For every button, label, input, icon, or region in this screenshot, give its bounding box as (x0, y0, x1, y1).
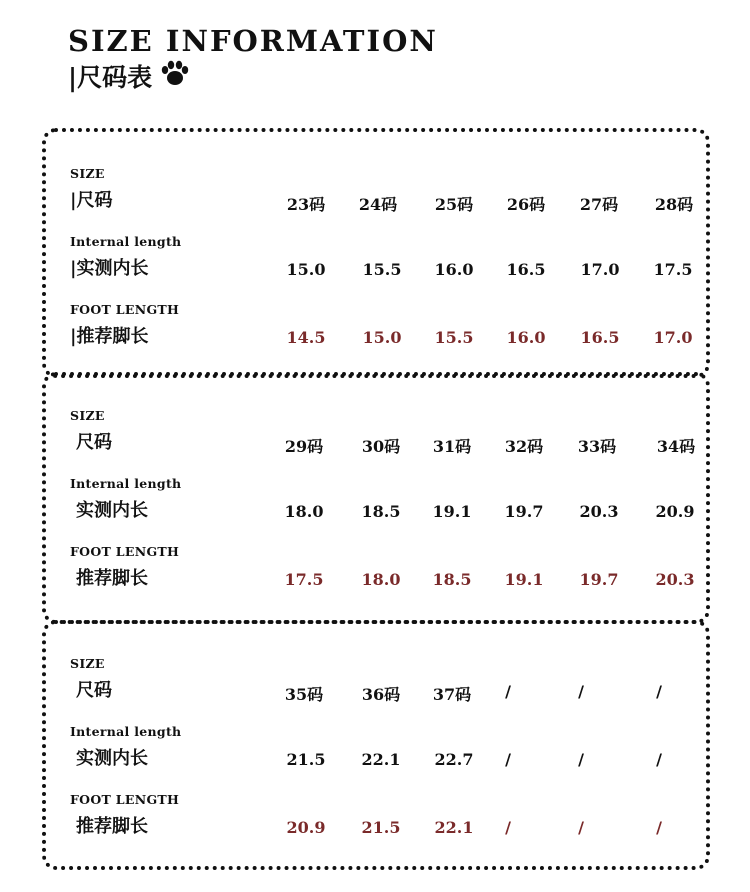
internal-length-value: 18.0 (284, 502, 324, 521)
page-title-en: SIZE INFORMATION (68, 24, 438, 58)
foot-length-value: / (578, 818, 584, 837)
size-value: 37码 (432, 685, 472, 704)
foot-length-value: 20.9 (286, 818, 326, 837)
internal-length-value: 20.9 (655, 502, 695, 521)
row-label-en: SIZE (70, 656, 105, 671)
internal-length-value: 15.5 (362, 260, 402, 279)
size-value: 27码 (579, 195, 619, 214)
size-value: / (656, 682, 662, 701)
row-label-en: SIZE (70, 166, 105, 181)
table-row-internal-length (46, 476, 706, 536)
foot-length-value: 16.0 (506, 328, 546, 347)
foot-length-value: 15.5 (434, 328, 474, 347)
foot-length-value: / (505, 818, 511, 837)
foot-length-value: 20.3 (655, 570, 695, 589)
size-value: 34码 (656, 437, 696, 456)
size-table-1 (42, 128, 710, 378)
paw-print-icon (160, 60, 190, 92)
foot-length-value: 16.5 (580, 328, 620, 347)
foot-length-value: 19.7 (579, 570, 619, 589)
internal-length-value: 17.0 (580, 260, 620, 279)
foot-length-value: 21.5 (361, 818, 401, 837)
row-label-en: SIZE (70, 408, 105, 423)
page-title-cn-text: |尺码表 (68, 63, 153, 92)
size-table-2 (42, 372, 710, 624)
foot-length-value: 14.5 (286, 328, 326, 347)
row-label-cn: |推荐脚长 (70, 326, 149, 347)
internal-length-value: / (505, 750, 511, 769)
size-value: 25码 (434, 195, 474, 214)
internal-length-value: 18.5 (361, 502, 401, 521)
size-value: 26码 (506, 195, 546, 214)
row-label-cn: 实测内长 (76, 748, 148, 769)
table-row-internal-length (46, 724, 706, 784)
row-label-cn: 尺码 (76, 432, 112, 453)
foot-length-value: 18.5 (432, 570, 472, 589)
page-title-cn (68, 58, 190, 94)
foot-length-value: 17.5 (284, 570, 324, 589)
row-label-cn: |实测内长 (70, 258, 149, 279)
foot-length-value: 22.1 (434, 818, 474, 837)
internal-length-value: 22.1 (361, 750, 401, 769)
internal-length-value: 19.1 (432, 502, 472, 521)
internal-length-value: 17.5 (653, 260, 693, 279)
row-label-cn: |尺码 (70, 190, 113, 211)
internal-length-value: 19.7 (504, 502, 544, 521)
row-label-cn: 推荐脚长 (76, 568, 148, 589)
table-row-size (46, 408, 706, 468)
foot-length-value: 18.0 (361, 570, 401, 589)
row-label-cn: 实测内长 (76, 500, 148, 521)
size-value: 33码 (577, 437, 617, 456)
internal-length-value: 16.5 (506, 260, 546, 279)
size-value: 35码 (284, 685, 324, 704)
size-value: 36码 (361, 685, 401, 704)
internal-length-value: 15.0 (286, 260, 326, 279)
row-label-cn: 推荐脚长 (76, 816, 148, 837)
size-value: 28码 (654, 195, 694, 214)
row-label-en: Internal length (70, 724, 182, 739)
foot-length-value: 19.1 (504, 570, 544, 589)
size-table-3 (42, 620, 710, 870)
row-label-en: FOOT LENGTH (70, 792, 180, 807)
table-row-size (46, 166, 706, 226)
size-value: 23码 (286, 195, 326, 214)
internal-length-value: 22.7 (434, 750, 474, 769)
size-value: / (578, 682, 584, 701)
row-label-en: Internal length (70, 476, 182, 491)
foot-length-value: 17.0 (653, 328, 693, 347)
table-row-foot-length (46, 544, 706, 604)
size-value: 30码 (361, 437, 401, 456)
internal-length-value: 21.5 (286, 750, 326, 769)
foot-length-value: / (656, 818, 662, 837)
size-value: / (505, 682, 511, 701)
size-value: 31码 (432, 437, 472, 456)
internal-length-value: / (578, 750, 584, 769)
size-value: 32码 (504, 437, 544, 456)
row-label-en: FOOT LENGTH (70, 544, 180, 559)
row-label-en: FOOT LENGTH (70, 302, 180, 317)
table-row-size (46, 656, 706, 716)
row-label-cn: 尺码 (76, 680, 112, 701)
foot-length-value: 15.0 (362, 328, 402, 347)
size-value: 29码 (284, 437, 324, 456)
table-row-foot-length (46, 302, 706, 362)
internal-length-value: / (656, 750, 662, 769)
size-value: 24码 (358, 195, 398, 214)
internal-length-value: 20.3 (579, 502, 619, 521)
internal-length-value: 16.0 (434, 260, 474, 279)
row-label-en: Internal length (70, 234, 182, 249)
table-row-internal-length (46, 234, 706, 294)
table-row-foot-length (46, 792, 706, 852)
